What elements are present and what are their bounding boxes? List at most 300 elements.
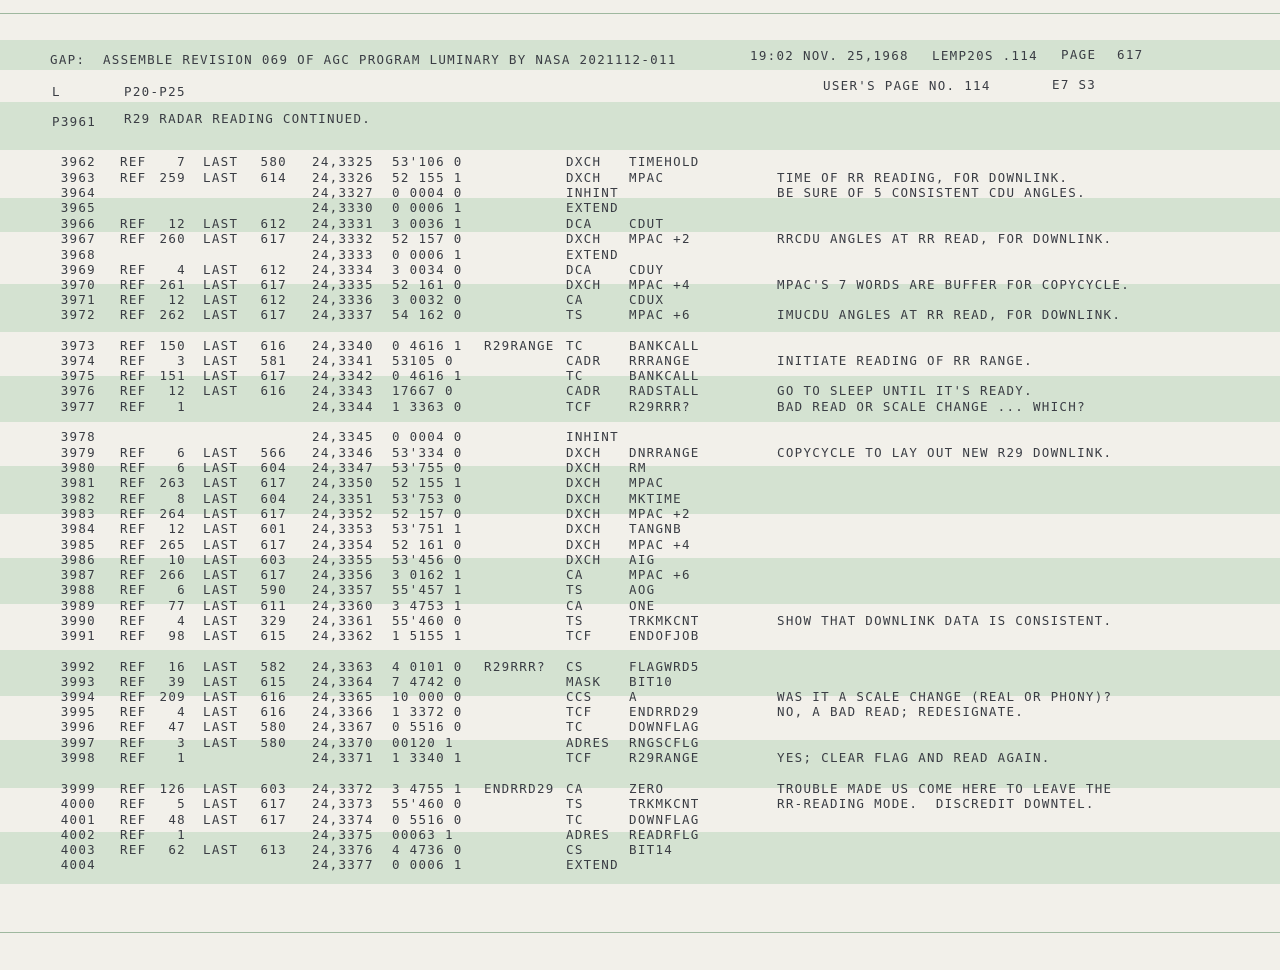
last-label: LAST: [203, 445, 239, 460]
last-label: LAST: [203, 613, 239, 628]
last-label: LAST: [203, 582, 239, 597]
line-number: 3970: [60, 277, 96, 292]
opcode: DCA: [566, 262, 593, 277]
header-timestamp: 19:02 NOV. 25,1968: [750, 48, 909, 63]
operand: R29RRR?: [629, 399, 691, 414]
comment: MPAC'S 7 WORDS ARE BUFFER FOR COPYCYCLE.: [777, 277, 1131, 292]
last-number: 603: [260, 781, 287, 796]
ref-number: 264: [159, 506, 186, 521]
last-number: 617: [260, 537, 287, 552]
last-number: 617: [260, 506, 287, 521]
opcode: DXCH: [566, 506, 602, 521]
comment: GO TO SLEEP UNTIL IT'S READY.: [777, 383, 1033, 398]
address: 24,3334: [312, 262, 374, 277]
ref-label: REF: [120, 216, 147, 231]
ref-number: 12: [168, 292, 186, 307]
ref-number: 1: [177, 399, 186, 414]
line-number: 3983: [60, 506, 96, 521]
last-number: 581: [260, 353, 287, 368]
last-number: 616: [260, 704, 287, 719]
operand: TANGNB: [629, 521, 682, 536]
address: 24,3356: [312, 567, 374, 582]
last-label: LAST: [203, 689, 239, 704]
line-number: 3969: [60, 262, 96, 277]
operand: BIT10: [629, 674, 674, 689]
octal-word: 1 3363 0: [392, 399, 463, 414]
ref-number: 3: [177, 735, 186, 750]
octal-word: 3 0032 0: [392, 292, 463, 307]
operand: FLAGWRD5: [629, 659, 700, 674]
ref-number: 151: [159, 368, 186, 383]
address: 24,3364: [312, 674, 374, 689]
octal-word: 10 000 0: [392, 689, 463, 704]
operand: TIMEHOLD: [629, 154, 700, 169]
line-number: 3964: [60, 185, 96, 200]
ref-label: REF: [120, 460, 147, 475]
line-number: 3995: [60, 704, 96, 719]
operand: AIG: [629, 552, 656, 567]
ref-label: REF: [120, 475, 147, 490]
opcode: ADRES: [566, 827, 611, 842]
operand: TRKMKCNT: [629, 796, 700, 811]
opcode: DCA: [566, 216, 593, 231]
last-number: 615: [260, 628, 287, 643]
ref-number: 8: [177, 491, 186, 506]
ref-label: REF: [120, 796, 147, 811]
line-number: 3966: [60, 216, 96, 231]
opcode: ADRES: [566, 735, 611, 750]
octal-word: 0 5516 0: [392, 719, 463, 734]
line-number: 3973: [60, 338, 96, 353]
operand: BANKCALL: [629, 368, 700, 383]
operand: BANKCALL: [629, 338, 700, 353]
octal-word: 0 0006 1: [392, 857, 463, 872]
address: 24,3372: [312, 781, 374, 796]
octal-word: 0 0006 1: [392, 247, 463, 262]
last-number: 617: [260, 812, 287, 827]
ref-number: 150: [159, 338, 186, 353]
line-number: 3979: [60, 445, 96, 460]
line-number: 3982: [60, 491, 96, 506]
ref-number: 98: [168, 628, 186, 643]
line-number: 3988: [60, 582, 96, 597]
ref-label: REF: [120, 154, 147, 169]
opcode: DXCH: [566, 537, 602, 552]
address: 24,3377: [312, 857, 374, 872]
operand: CDUX: [629, 292, 665, 307]
last-number: 617: [260, 368, 287, 383]
ref-number: 10: [168, 552, 186, 567]
header-page-number: 617: [1117, 47, 1144, 62]
last-label: LAST: [203, 154, 239, 169]
ref-label: REF: [120, 399, 147, 414]
last-number: 590: [260, 582, 287, 597]
ref-label: REF: [120, 506, 147, 521]
subheading-text: R29 RADAR READING CONTINUED.: [124, 111, 372, 126]
line-number: 3971: [60, 292, 96, 307]
line-number: 3978: [60, 429, 96, 444]
address: 24,3325: [312, 154, 374, 169]
ref-label: REF: [120, 613, 147, 628]
opcode: DXCH: [566, 445, 602, 460]
address: 24,3367: [312, 719, 374, 734]
operand: RM: [629, 460, 647, 475]
ref-label: REF: [120, 628, 147, 643]
octal-word: 1 5155 1: [392, 628, 463, 643]
operand: TRKMKCNT: [629, 613, 700, 628]
ref-number: 126: [159, 781, 186, 796]
opcode: TCF: [566, 399, 593, 414]
header-title: GAP: ASSEMBLE REVISION 069 OF AGC PROGRAM LUMINARY BY NASA 2021112-011: [50, 52, 677, 67]
operand: ENDRRD29: [629, 704, 700, 719]
ref-label: REF: [120, 689, 147, 704]
opcode: TC: [566, 368, 584, 383]
ref-number: 6: [177, 445, 186, 460]
last-label: LAST: [203, 659, 239, 674]
address: 24,3354: [312, 537, 374, 552]
octal-word: 52 155 1: [392, 170, 463, 185]
operand: CDUY: [629, 262, 665, 277]
operand: MPAC +2: [629, 506, 691, 521]
operand: R29RANGE: [629, 750, 700, 765]
operand: RNGSCFLG: [629, 735, 700, 750]
operand: RADSTALL: [629, 383, 700, 398]
line-number: 3965: [60, 200, 96, 215]
operand: MPAC +4: [629, 537, 691, 552]
last-label: LAST: [203, 460, 239, 475]
ref-label: REF: [120, 338, 147, 353]
ref-label: REF: [120, 812, 147, 827]
operand: ONE: [629, 598, 656, 613]
source-label: R29RANGE: [484, 338, 555, 353]
octal-word: 53'334 0: [392, 445, 463, 460]
line-number: 4002: [60, 827, 96, 842]
octal-word: 0 4616 1: [392, 368, 463, 383]
opcode: DXCH: [566, 521, 602, 536]
octal-word: 1 3372 0: [392, 704, 463, 719]
ref-number: 259: [159, 170, 186, 185]
octal-word: 52 157 0: [392, 231, 463, 246]
opcode: DXCH: [566, 491, 602, 506]
ref-label: REF: [120, 719, 147, 734]
last-number: 614: [260, 170, 287, 185]
ref-number: 263: [159, 475, 186, 490]
ref-number: 266: [159, 567, 186, 582]
line-number: 3993: [60, 674, 96, 689]
address: 24,3363: [312, 659, 374, 674]
last-label: LAST: [203, 353, 239, 368]
address: 24,3335: [312, 277, 374, 292]
last-label: LAST: [203, 277, 239, 292]
ref-number: 265: [159, 537, 186, 552]
last-label: LAST: [203, 338, 239, 353]
ref-label: REF: [120, 277, 147, 292]
ref-label: REF: [120, 262, 147, 277]
line-number: 3992: [60, 659, 96, 674]
last-number: 580: [260, 154, 287, 169]
last-label: LAST: [203, 383, 239, 398]
address: 24,3342: [312, 368, 374, 383]
octal-word: 3 0162 1: [392, 567, 463, 582]
operand: MPAC: [629, 475, 665, 490]
ref-label: REF: [120, 521, 147, 536]
last-label: LAST: [203, 842, 239, 857]
last-label: LAST: [203, 796, 239, 811]
last-label: LAST: [203, 704, 239, 719]
address: 24,3347: [312, 460, 374, 475]
octal-word: 3 0036 1: [392, 216, 463, 231]
last-label: LAST: [203, 781, 239, 796]
comment: WAS IT A SCALE CHANGE (REAL OR PHONY)?: [777, 689, 1113, 704]
opcode: TCF: [566, 750, 593, 765]
operand: READRFLG: [629, 827, 700, 842]
ref-label: REF: [120, 292, 147, 307]
line-number: 3962: [60, 154, 96, 169]
comment: BE SURE OF 5 CONSISTENT CDU ANGLES.: [777, 185, 1086, 200]
last-label: LAST: [203, 307, 239, 322]
octal-word: 53'456 0: [392, 552, 463, 567]
octal-word: 0 0006 1: [392, 200, 463, 215]
octal-word: 1 3340 1: [392, 750, 463, 765]
last-number: 615: [260, 674, 287, 689]
line-number: 3980: [60, 460, 96, 475]
address: 24,3331: [312, 216, 374, 231]
last-number: 617: [260, 277, 287, 292]
address: 24,3336: [312, 292, 374, 307]
last-number: 604: [260, 460, 287, 475]
fold-rule: [0, 13, 1280, 14]
last-label: LAST: [203, 475, 239, 490]
octal-word: 53'755 0: [392, 460, 463, 475]
octal-word: 53'751 1: [392, 521, 463, 536]
line-number: 3996: [60, 719, 96, 734]
last-label: LAST: [203, 491, 239, 506]
last-label: LAST: [203, 216, 239, 231]
address: 24,3343: [312, 383, 374, 398]
comment: RR-READING MODE. DISCREDIT DOWNTEL.: [777, 796, 1095, 811]
octal-word: 3 4755 1: [392, 781, 463, 796]
opcode: INHINT: [566, 185, 619, 200]
line-number: 3981: [60, 475, 96, 490]
last-label: LAST: [203, 598, 239, 613]
opcode: TCF: [566, 704, 593, 719]
opcode: DXCH: [566, 277, 602, 292]
last-number: 604: [260, 491, 287, 506]
operand: ZERO: [629, 781, 665, 796]
header-page-label: PAGE: [1061, 47, 1097, 62]
last-label: LAST: [203, 292, 239, 307]
address: 24,3326: [312, 170, 374, 185]
last-number: 617: [260, 475, 287, 490]
octal-word: 55'460 0: [392, 796, 463, 811]
octal-word: 3 4753 1: [392, 598, 463, 613]
octal-word: 52 155 1: [392, 475, 463, 490]
last-label: LAST: [203, 812, 239, 827]
comment: IMUCDU ANGLES AT RR READ, FOR DOWNLINK.: [777, 307, 1122, 322]
octal-word: 00120 1: [392, 735, 454, 750]
line-number: 3990: [60, 613, 96, 628]
last-number: 612: [260, 216, 287, 231]
address: 24,3345: [312, 429, 374, 444]
last-number: 612: [260, 262, 287, 277]
operand: MKTIME: [629, 491, 682, 506]
ref-number: 261: [159, 277, 186, 292]
comment: RRCDU ANGLES AT RR READ, FOR DOWNLINK.: [777, 231, 1113, 246]
operand: RRRANGE: [629, 353, 691, 368]
octal-word: 53105 0: [392, 353, 454, 368]
ref-label: REF: [120, 383, 147, 398]
line-number: 3991: [60, 628, 96, 643]
line-number: 3974: [60, 353, 96, 368]
ref-label: REF: [120, 491, 147, 506]
address: 24,3355: [312, 552, 374, 567]
operand: MPAC +2: [629, 231, 691, 246]
line-number: 3967: [60, 231, 96, 246]
line-number: 3976: [60, 383, 96, 398]
opcode: TS: [566, 307, 584, 322]
opcode: TC: [566, 812, 584, 827]
address: 24,3333: [312, 247, 374, 262]
line-number: 4001: [60, 812, 96, 827]
address: 24,3351: [312, 491, 374, 506]
octal-word: 52 161 0: [392, 277, 463, 292]
last-number: 580: [260, 719, 287, 734]
last-label: LAST: [203, 537, 239, 552]
ref-number: 12: [168, 521, 186, 536]
opcode: EXTEND: [566, 857, 619, 872]
address: 24,3371: [312, 750, 374, 765]
ref-number: 12: [168, 383, 186, 398]
last-number: 582: [260, 659, 287, 674]
last-number: 613: [260, 842, 287, 857]
ref-label: REF: [120, 781, 147, 796]
ref-label: REF: [120, 445, 147, 460]
ref-label: REF: [120, 598, 147, 613]
ref-label: REF: [120, 368, 147, 383]
last-number: 617: [260, 307, 287, 322]
ref-number: 39: [168, 674, 186, 689]
operand: A: [629, 689, 638, 704]
octal-word: 7 4742 0: [392, 674, 463, 689]
last-number: 617: [260, 796, 287, 811]
address: 24,3340: [312, 338, 374, 353]
line-number: 3972: [60, 307, 96, 322]
address: 24,3374: [312, 812, 374, 827]
last-number: 601: [260, 521, 287, 536]
last-number: 612: [260, 292, 287, 307]
octal-word: 53'106 0: [392, 154, 463, 169]
ref-number: 7: [177, 154, 186, 169]
comment: SHOW THAT DOWNLINK DATA IS CONSISTENT.: [777, 613, 1113, 628]
last-number: 616: [260, 338, 287, 353]
octal-word: 52 161 0: [392, 537, 463, 552]
ref-label: REF: [120, 842, 147, 857]
comment: NO, A BAD READ; REDESIGNATE.: [777, 704, 1025, 719]
opcode: DXCH: [566, 154, 602, 169]
source-label: R29RRR?: [484, 659, 546, 674]
last-label: LAST: [203, 719, 239, 734]
line-number: 3975: [60, 368, 96, 383]
opcode: TS: [566, 613, 584, 628]
last-label: LAST: [203, 628, 239, 643]
last-label: LAST: [203, 368, 239, 383]
ref-number: 3: [177, 353, 186, 368]
ref-number: 16: [168, 659, 186, 674]
last-label: LAST: [203, 735, 239, 750]
ref-number: 4: [177, 704, 186, 719]
ref-label: REF: [120, 659, 147, 674]
octal-word: 3 0034 0: [392, 262, 463, 277]
last-label: LAST: [203, 170, 239, 185]
subheading-number: P3961: [52, 114, 97, 129]
users-page: USER'S PAGE NO. 114: [823, 78, 991, 93]
last-label: LAST: [203, 674, 239, 689]
line-number: 4003: [60, 842, 96, 857]
octal-word: 17667 0: [392, 383, 454, 398]
line-number: 3999: [60, 781, 96, 796]
octal-word: 00063 1: [392, 827, 454, 842]
ref-label: REF: [120, 827, 147, 842]
ref-label: REF: [120, 735, 147, 750]
opcode: CA: [566, 598, 584, 613]
opcode: CS: [566, 842, 584, 857]
operand: MPAC: [629, 170, 665, 185]
opcode: DXCH: [566, 552, 602, 567]
ref-number: 209: [159, 689, 186, 704]
address: 24,3352: [312, 506, 374, 521]
line-number: 3987: [60, 567, 96, 582]
last-label: LAST: [203, 506, 239, 521]
opcode: TS: [566, 796, 584, 811]
line-number: 3968: [60, 247, 96, 262]
ref-number: 260: [159, 231, 186, 246]
operand: MPAC +6: [629, 567, 691, 582]
ref-number: 6: [177, 460, 186, 475]
ref-label: REF: [120, 567, 147, 582]
line-number: 3985: [60, 537, 96, 552]
address: 24,3361: [312, 613, 374, 628]
comment: YES; CLEAR FLAG AND READ AGAIN.: [777, 750, 1051, 765]
operand: DOWNFLAG: [629, 812, 700, 827]
address: 24,3376: [312, 842, 374, 857]
line-number: 3994: [60, 689, 96, 704]
opcode: MASK: [566, 674, 602, 689]
opcode: DXCH: [566, 460, 602, 475]
header-job: LEMP20S .114: [932, 48, 1038, 63]
address: 24,3327: [312, 185, 374, 200]
operand: MPAC +6: [629, 307, 691, 322]
line-number: 3989: [60, 598, 96, 613]
ref-label: REF: [120, 170, 147, 185]
line-number: 3984: [60, 521, 96, 536]
address: 24,3370: [312, 735, 374, 750]
octal-word: 55'460 0: [392, 613, 463, 628]
ref-label: REF: [120, 552, 147, 567]
source-label: ENDRRD29: [484, 781, 555, 796]
address: 24,3365: [312, 689, 374, 704]
ref-number: 262: [159, 307, 186, 322]
opcode: DXCH: [566, 231, 602, 246]
operand: CDUT: [629, 216, 665, 231]
header-codes: E7 S3: [1052, 77, 1097, 92]
ref-label: REF: [120, 674, 147, 689]
opcode: TS: [566, 582, 584, 597]
octal-word: 0 0004 0: [392, 185, 463, 200]
ref-number: 77: [168, 598, 186, 613]
last-number: 617: [260, 567, 287, 582]
ref-number: 1: [177, 827, 186, 842]
octal-word: 4 4736 0: [392, 842, 463, 857]
